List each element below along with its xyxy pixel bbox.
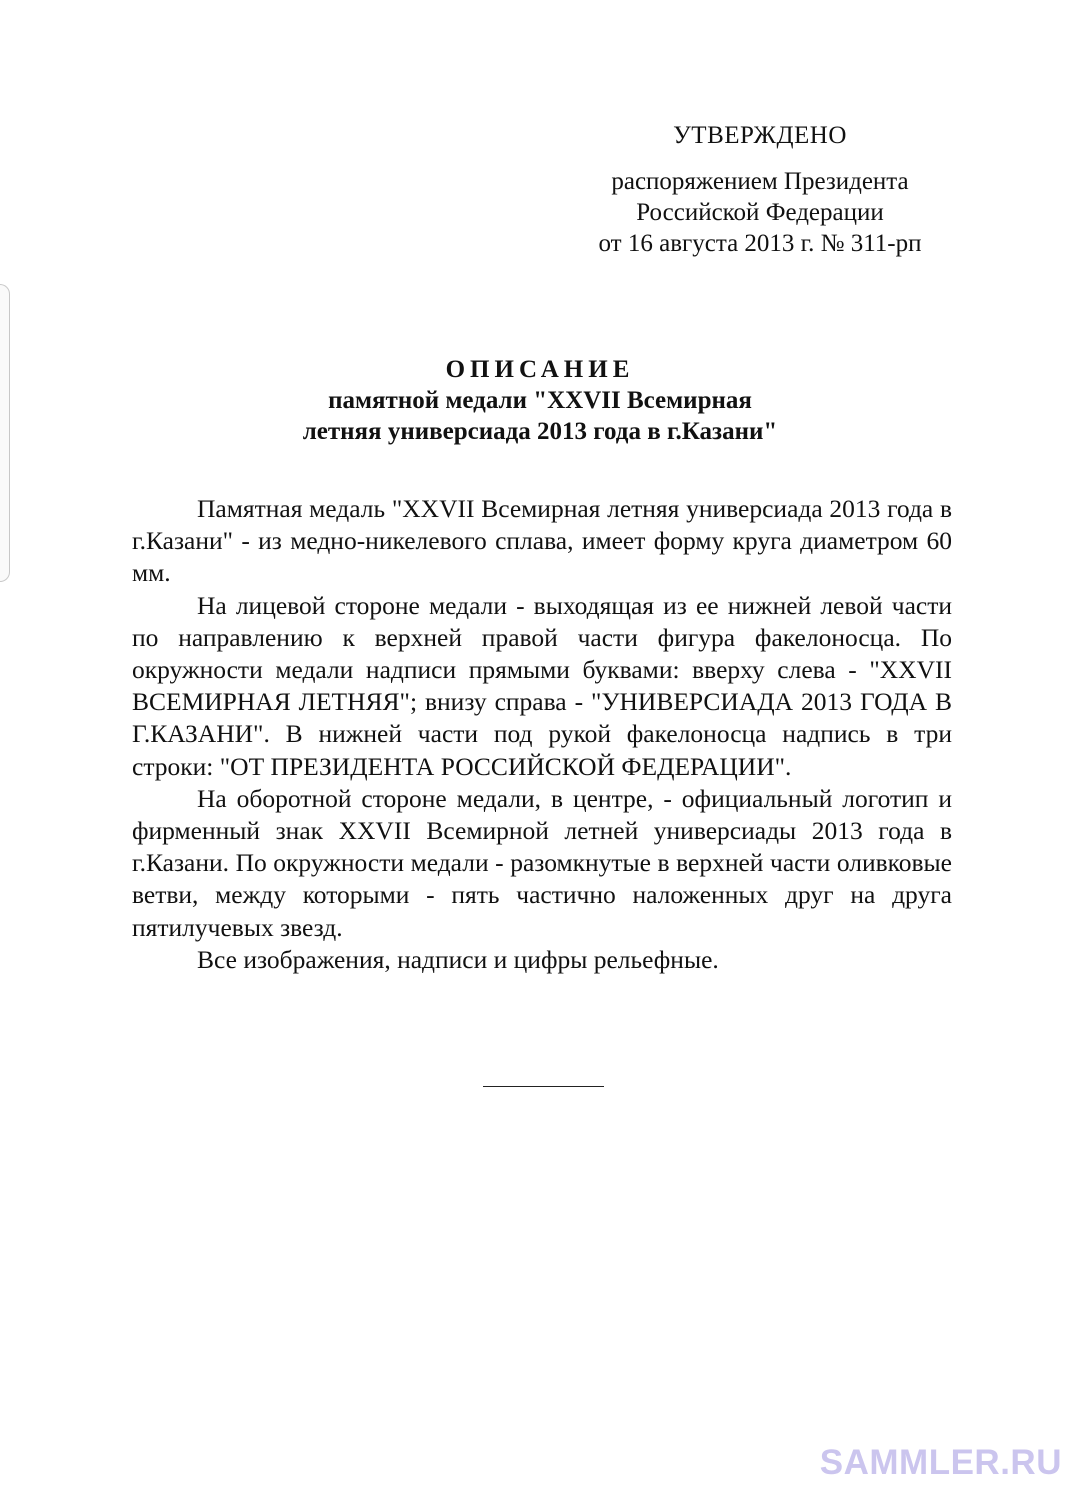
document-heading xyxy=(240,355,840,447)
approval-title: УТВЕРЖДЕНО xyxy=(673,122,847,149)
document-subtitle-line: летняя универсиада 2013 года в г.Казани" xyxy=(302,418,778,445)
body-paragraph: На оборотной стороне медали, в центре, - официальный логотип и фирменный знак XXVII Всемирной летней универсиады 2013 года в г.Казани. По окружности медали - разомкнутые в верхней части оливковые ветви, между которыми - пять частично наложенных друг на друга пятилучевых звезд. xyxy=(132,783,952,942)
approval-line: Российской Федерации xyxy=(636,199,884,226)
document-subtitle-line: памятной медали "XXVII Всемирная xyxy=(328,387,752,414)
closing-rule xyxy=(483,1086,604,1087)
body-paragraph: Памятная медаль "XXVII Всемирная летняя универсиада 2013 года в г.Казани" - из медно-никелевого сплава, имеет форму круга диаметром 60 мм. xyxy=(132,494,952,588)
side-panel-handle[interactable] xyxy=(0,284,10,582)
approval-block xyxy=(560,166,960,259)
body-paragraph: Все изображения, надписи и цифры рельефные. xyxy=(197,944,719,974)
site-watermark: SAMMLER.RU xyxy=(819,1443,1062,1482)
approval-line: от 16 августа 2013 г. № 311-рп xyxy=(598,230,922,257)
document-body xyxy=(132,493,952,976)
document-title: ОПИСАНИЕ xyxy=(445,356,635,383)
body-paragraph: На лицевой стороне медали - выходящая из ее нижней левой части по направлению к верхней правой части фигура факелоносца. По окружности медали надписи прямыми буквами: вверху слева - "XXVII ВСЕМИРНАЯ ЛЕТНЯЯ"; внизу справа - "УНИВЕРСИАДА 2013 ГОДА В Г.КАЗАНИ". В нижней части под рукой факелоносца надпись в три строки: "ОТ ПРЕЗИДЕНТА РОССИЙСКОЙ ФЕДЕРАЦИИ". xyxy=(132,590,952,781)
approval-line: распоряжением Президента xyxy=(611,168,909,195)
